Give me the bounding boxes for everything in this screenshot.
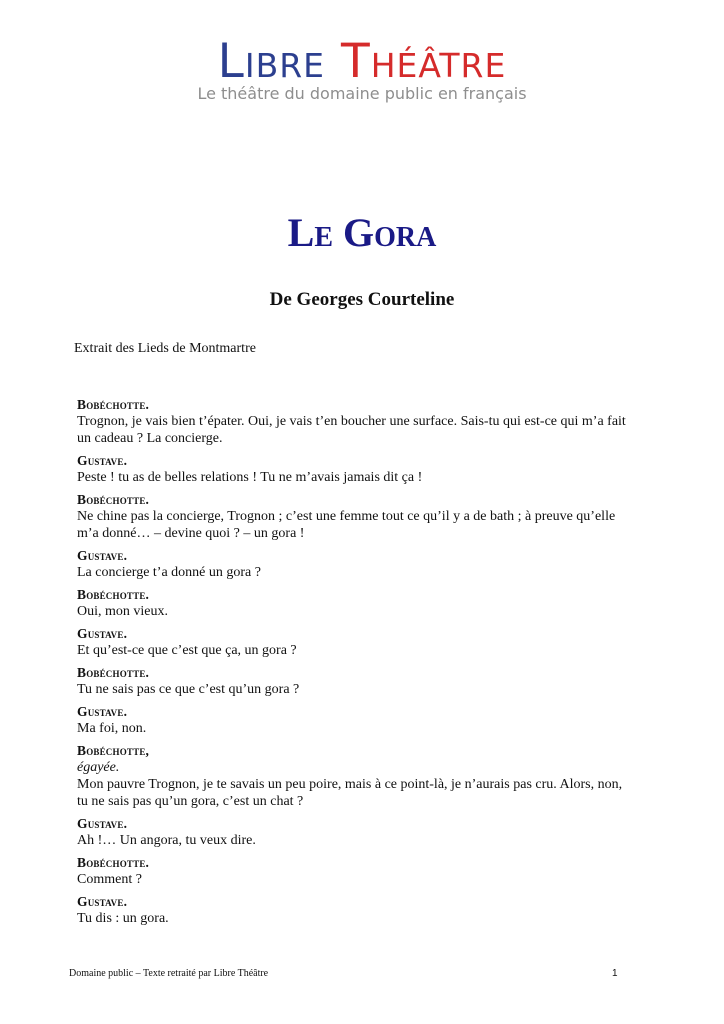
dialogue-line: Trognon, je vais bien t’épater. Oui, je vais t’en boucher une surface. Sais-tu qui est-ce qui m’a fait [77, 414, 626, 429]
logo-wordmark [0, 36, 724, 88]
dialogue-entry [77, 547, 657, 581]
logo-word-theatre: Théâtre [341, 34, 507, 89]
dialogue-line: Et qu’est-ce que c’est que ça, un gora ? [77, 643, 297, 658]
dialogue-entry [77, 742, 657, 810]
speaker-name: Gustave. [77, 894, 128, 909]
speaker-name: Gustave. [77, 626, 128, 641]
page-number: 1 [612, 968, 618, 979]
dialogue-line: Comment ? [77, 872, 142, 887]
footer-credit: Domaine public – Texte retraité par Libre Théâtre [69, 968, 269, 979]
stage-direction: égayée. [77, 760, 120, 775]
dialogue-line: Mon pauvre Trognon, je te savais un peu poire, mais à ce point-là, je n’aurais pas cru. Alors, non, [77, 777, 623, 792]
dialogue-entry [77, 703, 657, 737]
speaker-name: Bobéchotte, [77, 743, 150, 758]
play-title: Le Gora [287, 210, 437, 255]
speaker-name: Bobéchotte. [77, 855, 150, 870]
dialogue-line: La concierge t’a donné un gora ? [77, 565, 261, 580]
dialogue-entry [77, 854, 657, 888]
dialogue-section [77, 396, 657, 932]
speaker-name: Bobéchotte. [77, 587, 150, 602]
libre-theatre-logo [0, 36, 724, 103]
speaker-name: Bobéchotte. [77, 665, 150, 680]
dialogue-line: m’a donné… – devine quoi ? – un gora ! [77, 526, 305, 541]
dialogue-line: Tu dis : un gora. [77, 911, 169, 926]
dialogue-line: tu ne sais pas qu’un gora, c’est un chat ? [77, 794, 304, 809]
speaker-name: Bobéchotte. [77, 492, 150, 507]
play-author: De Georges Courteline [269, 289, 455, 310]
dialogue-line: Ma foi, non. [77, 721, 147, 736]
dialogue-line: un cadeau ? La concierge. [77, 431, 223, 446]
speaker-name: Gustave. [77, 704, 128, 719]
dialogue-entry [77, 815, 657, 849]
dialogue-entry [77, 452, 657, 486]
dialogue-entry [77, 893, 657, 927]
dialogue-line: Ah !… Un angora, tu veux dire. [77, 833, 256, 848]
speaker-name: Gustave. [77, 453, 128, 468]
dialogue-entry [77, 664, 657, 698]
speaker-name: Bobéchotte. [77, 397, 150, 412]
dialogue-line: Tu ne sais pas ce que c’est qu’un gora ? [77, 682, 300, 697]
dialogue-line: Peste ! tu as de belles relations ! Tu ne m’avais jamais dit ça ! [77, 470, 423, 485]
speaker-name: Gustave. [77, 548, 128, 563]
dialogue-line: Oui, mon vieux. [77, 604, 168, 619]
dialogue-entry [77, 491, 657, 542]
dialogue-entry [77, 625, 657, 659]
play-source-note: Extrait des Lieds de Montmartre [74, 341, 256, 356]
speaker-name: Gustave. [77, 816, 128, 831]
logo-word-libre: Libre [217, 34, 325, 89]
logo-tagline: Le théâtre du domaine public en français [197, 84, 527, 103]
dialogue-entry [77, 396, 657, 447]
dialogue-entry [77, 586, 657, 620]
dialogue-line: Ne chine pas la concierge, Trognon ; c’est une femme tout ce qu’il y a de bath ; à preuve qu’elle [77, 509, 616, 524]
